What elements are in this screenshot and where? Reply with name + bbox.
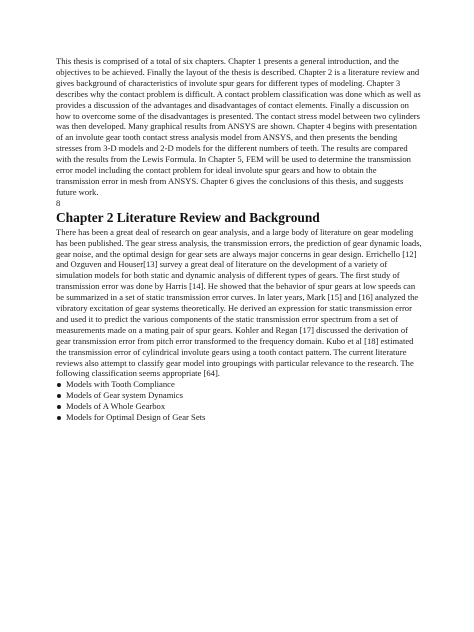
list-item: [56, 412, 422, 423]
list-item: [56, 379, 422, 390]
bullet-icon: [57, 405, 61, 409]
list-item-text: Models of A Whole Gearbox: [66, 401, 166, 412]
bullet-icon: [57, 394, 61, 398]
list-item: [56, 401, 422, 412]
chapter-paragraph: There has been a great deal of research on gear analysis, and a large body of literature on gear modeling has been published. The gear stress analysis, the transmission errors, the prediction of gear dynamic loads, gear noise, and the optimal design for gear sets are always major concerns in gear design. Errichello [12] and Ozguven and Houser[13] survey a great deal of literature on the development of a variety of simulation models for both static and dynamic analysis of different types of gears. The first study of transmission error was done by Harris [14]. He showed that the behavior of spur gears at low speeds can be summarized in a set of static transmission error curves. In later years, Mark [15] and [16] analyzed the vibratory excitation of gear systems theoretically. He derived an expression for static transmission error and used it to predict the various components of the static transmission error spectrum from a set of measurements made on a mating pair of spur gears. Kohler and Regan [17] discussed the derivation of gear transmission error from pitch error transformed to the frequency domain. Kubo et al [18] estimated the transmission error of cylindrical involute gears using a tooth contact pattern. The current literature reviews also attempt to classify gear model into groupings with particular relevance to the research. The following classification seems appropriate [64].: [56, 226, 422, 379]
bullet-icon: [57, 416, 61, 420]
list-item-text: Models for Optimal Design of Gear Sets: [66, 412, 206, 423]
chapter-heading: Chapter 2 Literature Review and Background: [56, 209, 320, 225]
classification-list: [56, 379, 422, 423]
page-content: [56, 56, 422, 423]
page-number: 8: [56, 197, 61, 208]
intro-paragraph: This thesis is comprised of a total of six chapters. Chapter 1 presents a general introduction, and the objectives to be achieved. Finally the layout of the thesis is described. Chapter 2 is a literature review and gives background of characteristics of involute spur gears for different types of modeling. Chapter 3 describes why the contact problem is difficult. A contact problem classification was done which as well as provides a discussion of the advantages and disadvantages of contact elements. Finally a discussion on how to overcome some of the disadvantages is presented. The contact stress model between two cylinders was then developed. Many graphical results from ANSYS are shown. Chapter 4 begins with presentation of an involute gear tooth contact stress analysis model from ANSYS, and then presents the bending stresses from 3-D models and 2-D models for the different numbers of teeth. The results are compared with the results from the Lewis Formula. In Chapter 5, FEM will be used to determine the transmission error model including the contact problem for ideal involute spur gears and how to obtain the transmission error in mesh from ANSYS. Chapter 6 gives the conclusions of this thesis, and suggests future work.: [56, 56, 421, 197]
list-item: [56, 390, 422, 401]
bullet-icon: [57, 383, 61, 387]
list-item-text: Models with Tooth Compliance: [66, 379, 175, 390]
list-item-text: Models of Gear system Dynamics: [66, 390, 183, 401]
